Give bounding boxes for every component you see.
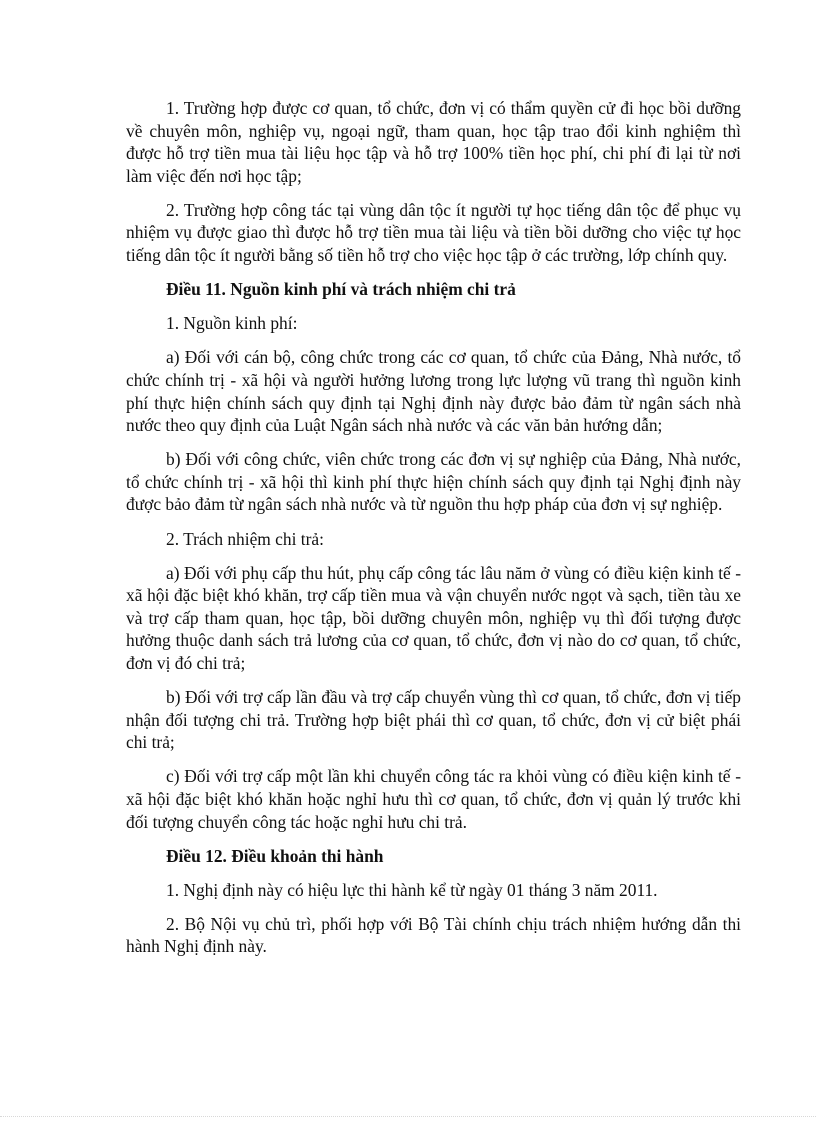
paragraph-payment-responsibility-b: b) Đối với trợ cấp lần đầu và trợ cấp chuyển vùng thì cơ quan, tổ chức, đơn vị tiếp nhận đối tượng chi trả. Trường hợp biệt phái thì cơ quan, tổ chức, đơn vị cử biệt phái chi trả; [126, 687, 741, 753]
article-12-heading: Điều 12. Điều khoản thi hành [166, 845, 384, 866]
paragraph-funding-source-title: 1. Nguồn kinh phí: [166, 313, 298, 334]
paragraph-payment-responsibility-a: a) Đối với phụ cấp thu hút, phụ cấp công tác lâu năm ở vùng có điều kiện kinh tế - xã hội đặc biệt khó khăn, trợ cấp tiền mua và vận chuyển nước ngọt và sạch, tiền tàu xe và trợ cấp tham quan, học tập, bồi dưỡng chuyên môn, nghiệp vụ thì đối tượng được hưởng thuộc danh sách trả lương của cơ quan, tổ chức, đơn vị nào do cơ quan, tổ chức, đơn vị đó chi trả; [126, 562, 741, 673]
article-11-heading: Điều 11. Nguồn kinh phí và trách nhiệm chi trả [166, 279, 516, 300]
paragraph-payment-responsibility-title: 2. Trách nhiệm chi trả: [166, 528, 324, 549]
paragraph-effective-date: 1. Nghị định này có hiệu lực thi hành kể từ ngày 01 tháng 3 năm 2011. [166, 879, 658, 900]
paragraph-funding-source-b: b) Đối với công chức, viên chức trong các đơn vị sự nghiệp của Đảng, Nhà nước, tổ chức chính trị - xã hội thì kinh phí thực hiện chính sách quy định tại Nghị định này được bảo đảm từ ngân sách nhà nước và từ nguồn thu hợp pháp của đơn vị sự nghiệp. [126, 449, 741, 515]
paragraph-clause-1-study-support: 1. Trường hợp được cơ quan, tổ chức, đơn vị có thẩm quyền cử đi học bồi dưỡng về chuyên môn, nghiệp vụ, ngoại ngữ, tham quan, học tập trao đổi kinh nghiệm thì được hỗ trợ tiền mua tài liệu học tập và hỗ trợ 100% tiền học phí, chi phí đi lại từ nơi làm việc đến nơi học tập; [126, 98, 741, 186]
paragraph-payment-responsibility-c: c) Đối với trợ cấp một lần khi chuyển công tác ra khỏi vùng có điều kiện kinh tế - xã hội đặc biệt khó khăn hoặc nghỉ hưu thì cơ quan, tổ chức, đơn vị quản lý trước khi đối tượng chuyển công tác hoặc nghỉ hưu chi trả. [126, 766, 741, 832]
paragraph-implementation-guidance: 2. Bộ Nội vụ chủ trì, phối hợp với Bộ Tài chính chịu trách nhiệm hướng dẫn thi hành Nghị định này. [126, 913, 741, 957]
paragraph-funding-source-a: a) Đối với cán bộ, công chức trong các cơ quan, tổ chức của Đảng, Nhà nước, tổ chức chính trị - xã hội và người hưởng lương trong lực lượng vũ trang thì nguồn kinh phí thực hiện chính sách quy định tại Nghị định này được bảo đảm từ ngân sách nhà nước theo quy định của Luật Ngân sách nhà nước và các văn bản hướng dẫn; [126, 347, 741, 436]
document-body [126, 97, 741, 970]
page-bottom-divider [0, 1116, 816, 1117]
paragraph-clause-2-ethnic-language: 2. Trường hợp công tác tại vùng dân tộc ít người tự học tiếng dân tộc để phục vụ nhiệm vụ được giao thì được hỗ trợ tiền mua tài liệu và tiền bồi dưỡng cho việc tự học tiếng dân tộc ít người bằng số tiền hỗ trợ cho việc học tập ở các trường, lớp chính quy. [126, 199, 741, 266]
